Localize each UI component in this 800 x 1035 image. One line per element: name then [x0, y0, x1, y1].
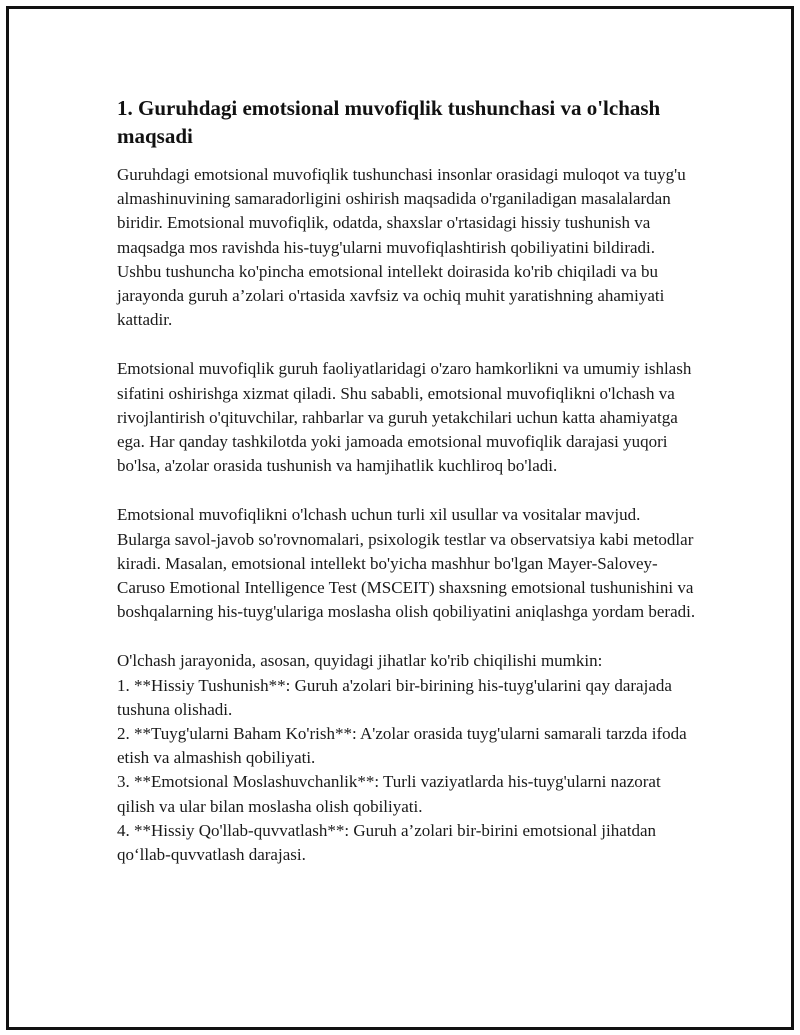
aspects-list — [117, 649, 697, 867]
list-item: 1. **Hissiy Tushunish**: Guruh a'zolari bir-birining his-tuyg'ularini qay darajada tushuna olishadi. — [117, 675, 672, 719]
document-body — [117, 94, 697, 892]
list-intro: O'lchash jarayonida, asosan, quyidagi jihatlar ko'rib chiqilishi mumkin: — [117, 651, 603, 671]
section-heading: 1. Guruhdagi emotsional muvofiqlik tushunchasi va o'lchash maqsadi — [117, 96, 661, 148]
paragraph-methods: Emotsional muvofiqlikni o'lchash uchun turli xil usullar va vositalar mavjud. Bularga savol-javob so'rovnomalari, psixologik testlar va observatsiya kabi metodlar kiradi. Masalan, emotsional intellekt bo'yicha mashhur bo'lgan Mayer-Salovey-Caruso Emotional Intelligence Test (MSCEIT) shaxsning emotsional tushunishini va boshqalarning his-tuyg'ulariga moslasha olish qobiliyatini aniqlashga yordam beradi. — [117, 505, 696, 622]
paragraph-importance: Emotsional muvofiqlik guruh faoliyatlaridagi o'zaro hamkorlikni va umumiy ishlash sifatini oshirishga xizmat qiladi. Shu sababli, emotsional muvofiqlikni o'lchash va rivojlantirish o'qituvchilar, rahbarlar va guruh yetakchilari uchun katta ahamiyatga ega. Har qanday tashkilotda yoki jamoada emotsional muvofiqlik darajasi yuqori bo'lsa, a'zolar orasida tushunish va hamjihatlik kuchliroq bo'ladi. — [117, 359, 692, 476]
list-item: 2. **Tuyg'ularni Baham Ko'rish**: A'zolar orasida tuyg'ularni samarali tarzda ifoda etish va almashish qobiliyati. — [117, 724, 687, 768]
paragraph-definition: Guruhdagi emotsional muvofiqlik tushunchasi insonlar orasidagi muloqot va tuyg'u almashinuvining samaradorligini oshirish maqsadida o'rganiladigan masalalardan biridir. Emotsional muvofiqlik, odatda, shaxslar o'rtasidagi hissiy tushunish va maqsadga mos ravishda his-tuyg'ularni muvofiqlashtirish qobiliyatini bildiradi. Ushbu tushuncha ko'pincha emotsional intellekt doirasida ko'rib chiqiladi va bu jarayonda guruh a’zolari o'rtasida xavfsiz va ochiq muhit yaratishning ahamiyati kattadir. — [117, 165, 686, 330]
list-item: 4. **Hissiy Qo'llab-quvvatlash**: Guruh a’zolari bir-birini emotsional jihatdan qo‘llab-quvvatlash darajasi. — [117, 820, 657, 865]
list-item: 3. **Emotsional Moslashuvchanlik**: Turli vaziyatlarda his-tuyg'ularni nazorat qilish va ular bilan moslasha olish qobiliyati. — [117, 772, 661, 816]
